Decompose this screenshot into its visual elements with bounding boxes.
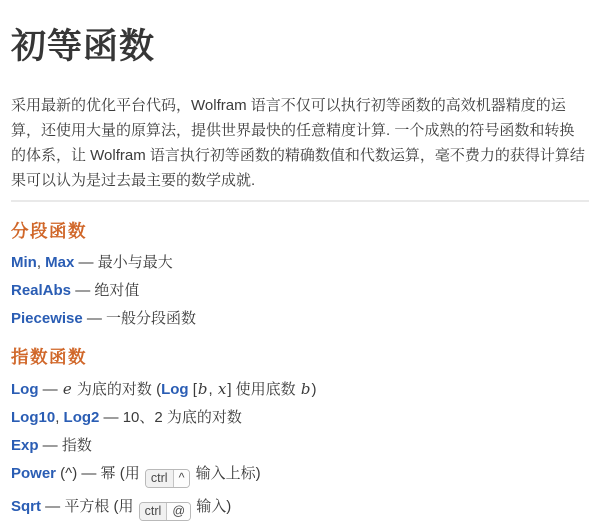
keyboard-shortcut <box>139 502 191 521</box>
item-description-text: — 指数 <box>38 437 92 454</box>
function-list-item <box>11 465 589 488</box>
function-link[interactable]: Min <box>11 254 37 271</box>
item-description-text: (^) — 幂 (用 <box>56 465 144 482</box>
key-cap: ctrl <box>140 503 168 520</box>
section-divider <box>11 200 589 202</box>
item-description-text: ] 使用底数 <box>227 381 300 398</box>
function-list-item <box>11 282 589 300</box>
math-variable: b <box>300 380 311 398</box>
function-link[interactable]: RealAbs <box>11 282 72 299</box>
item-description-text: ) <box>311 381 317 398</box>
function-link[interactable]: Log <box>161 381 189 398</box>
function-list-item <box>11 380 589 399</box>
section-heading: 分段函数 <box>11 221 87 241</box>
item-description-text: [ <box>188 381 197 398</box>
key-cap: ^ <box>174 470 190 487</box>
function-link[interactable]: Exp <box>11 437 39 454</box>
function-link[interactable]: Power <box>11 465 57 482</box>
item-description-text: — 一般分段函数 <box>82 310 197 327</box>
function-list-item <box>11 254 589 272</box>
math-variable: b <box>197 380 208 398</box>
function-link[interactable]: Max <box>45 254 75 271</box>
function-link[interactable]: Log2 <box>63 409 100 426</box>
item-description-text: — 绝对值 <box>71 282 140 299</box>
doc-page <box>0 28 601 521</box>
function-list-item <box>11 310 589 328</box>
key-cap: @ <box>167 503 190 520</box>
function-list-item <box>11 498 589 521</box>
item-description-text: — 平方根 (用 <box>41 498 138 515</box>
item-description-text: — 最小与最大 <box>74 254 173 271</box>
item-description-text: 为底的对数 ( <box>72 381 162 398</box>
function-list-item <box>11 437 589 455</box>
math-variable: x <box>217 380 227 398</box>
function-list-item <box>11 409 589 427</box>
item-description-text: 输入上标) <box>191 465 261 482</box>
item-description-text: — 10、2 为底的对数 <box>99 409 242 426</box>
function-link[interactable]: Sqrt <box>11 498 41 515</box>
math-variable: e <box>62 380 72 398</box>
key-cap: ctrl <box>146 470 174 487</box>
section-heading: 指数函数 <box>11 347 87 367</box>
function-link[interactable]: Log10 <box>11 409 56 426</box>
function-sections-container <box>11 221 589 521</box>
function-link[interactable]: Log <box>11 381 39 398</box>
item-description-text: , <box>36 254 46 271</box>
function-link[interactable]: Piecewise <box>11 310 83 327</box>
keyboard-shortcut <box>145 469 191 488</box>
item-description-text: 输入) <box>192 498 232 515</box>
page-title: 初等函数 <box>11 27 156 66</box>
intro-paragraph: 采用最新的优化平台代码，Wolfram 语言不仅可以执行初等函数的高效机器精度的运算，还使用大量的原算法，提供世界最快的任意精度计算. 一个成熟的符号函数和转换的体系，让 Wolfram 语言执行初等函数的精确数值和代数运算，毫不费力的获得计算结果可以认为是过去最主要的数学成就. <box>11 97 585 189</box>
item-description-text: — <box>38 381 62 398</box>
item-description-text: , <box>208 381 217 398</box>
item-description-text: , <box>55 409 64 426</box>
